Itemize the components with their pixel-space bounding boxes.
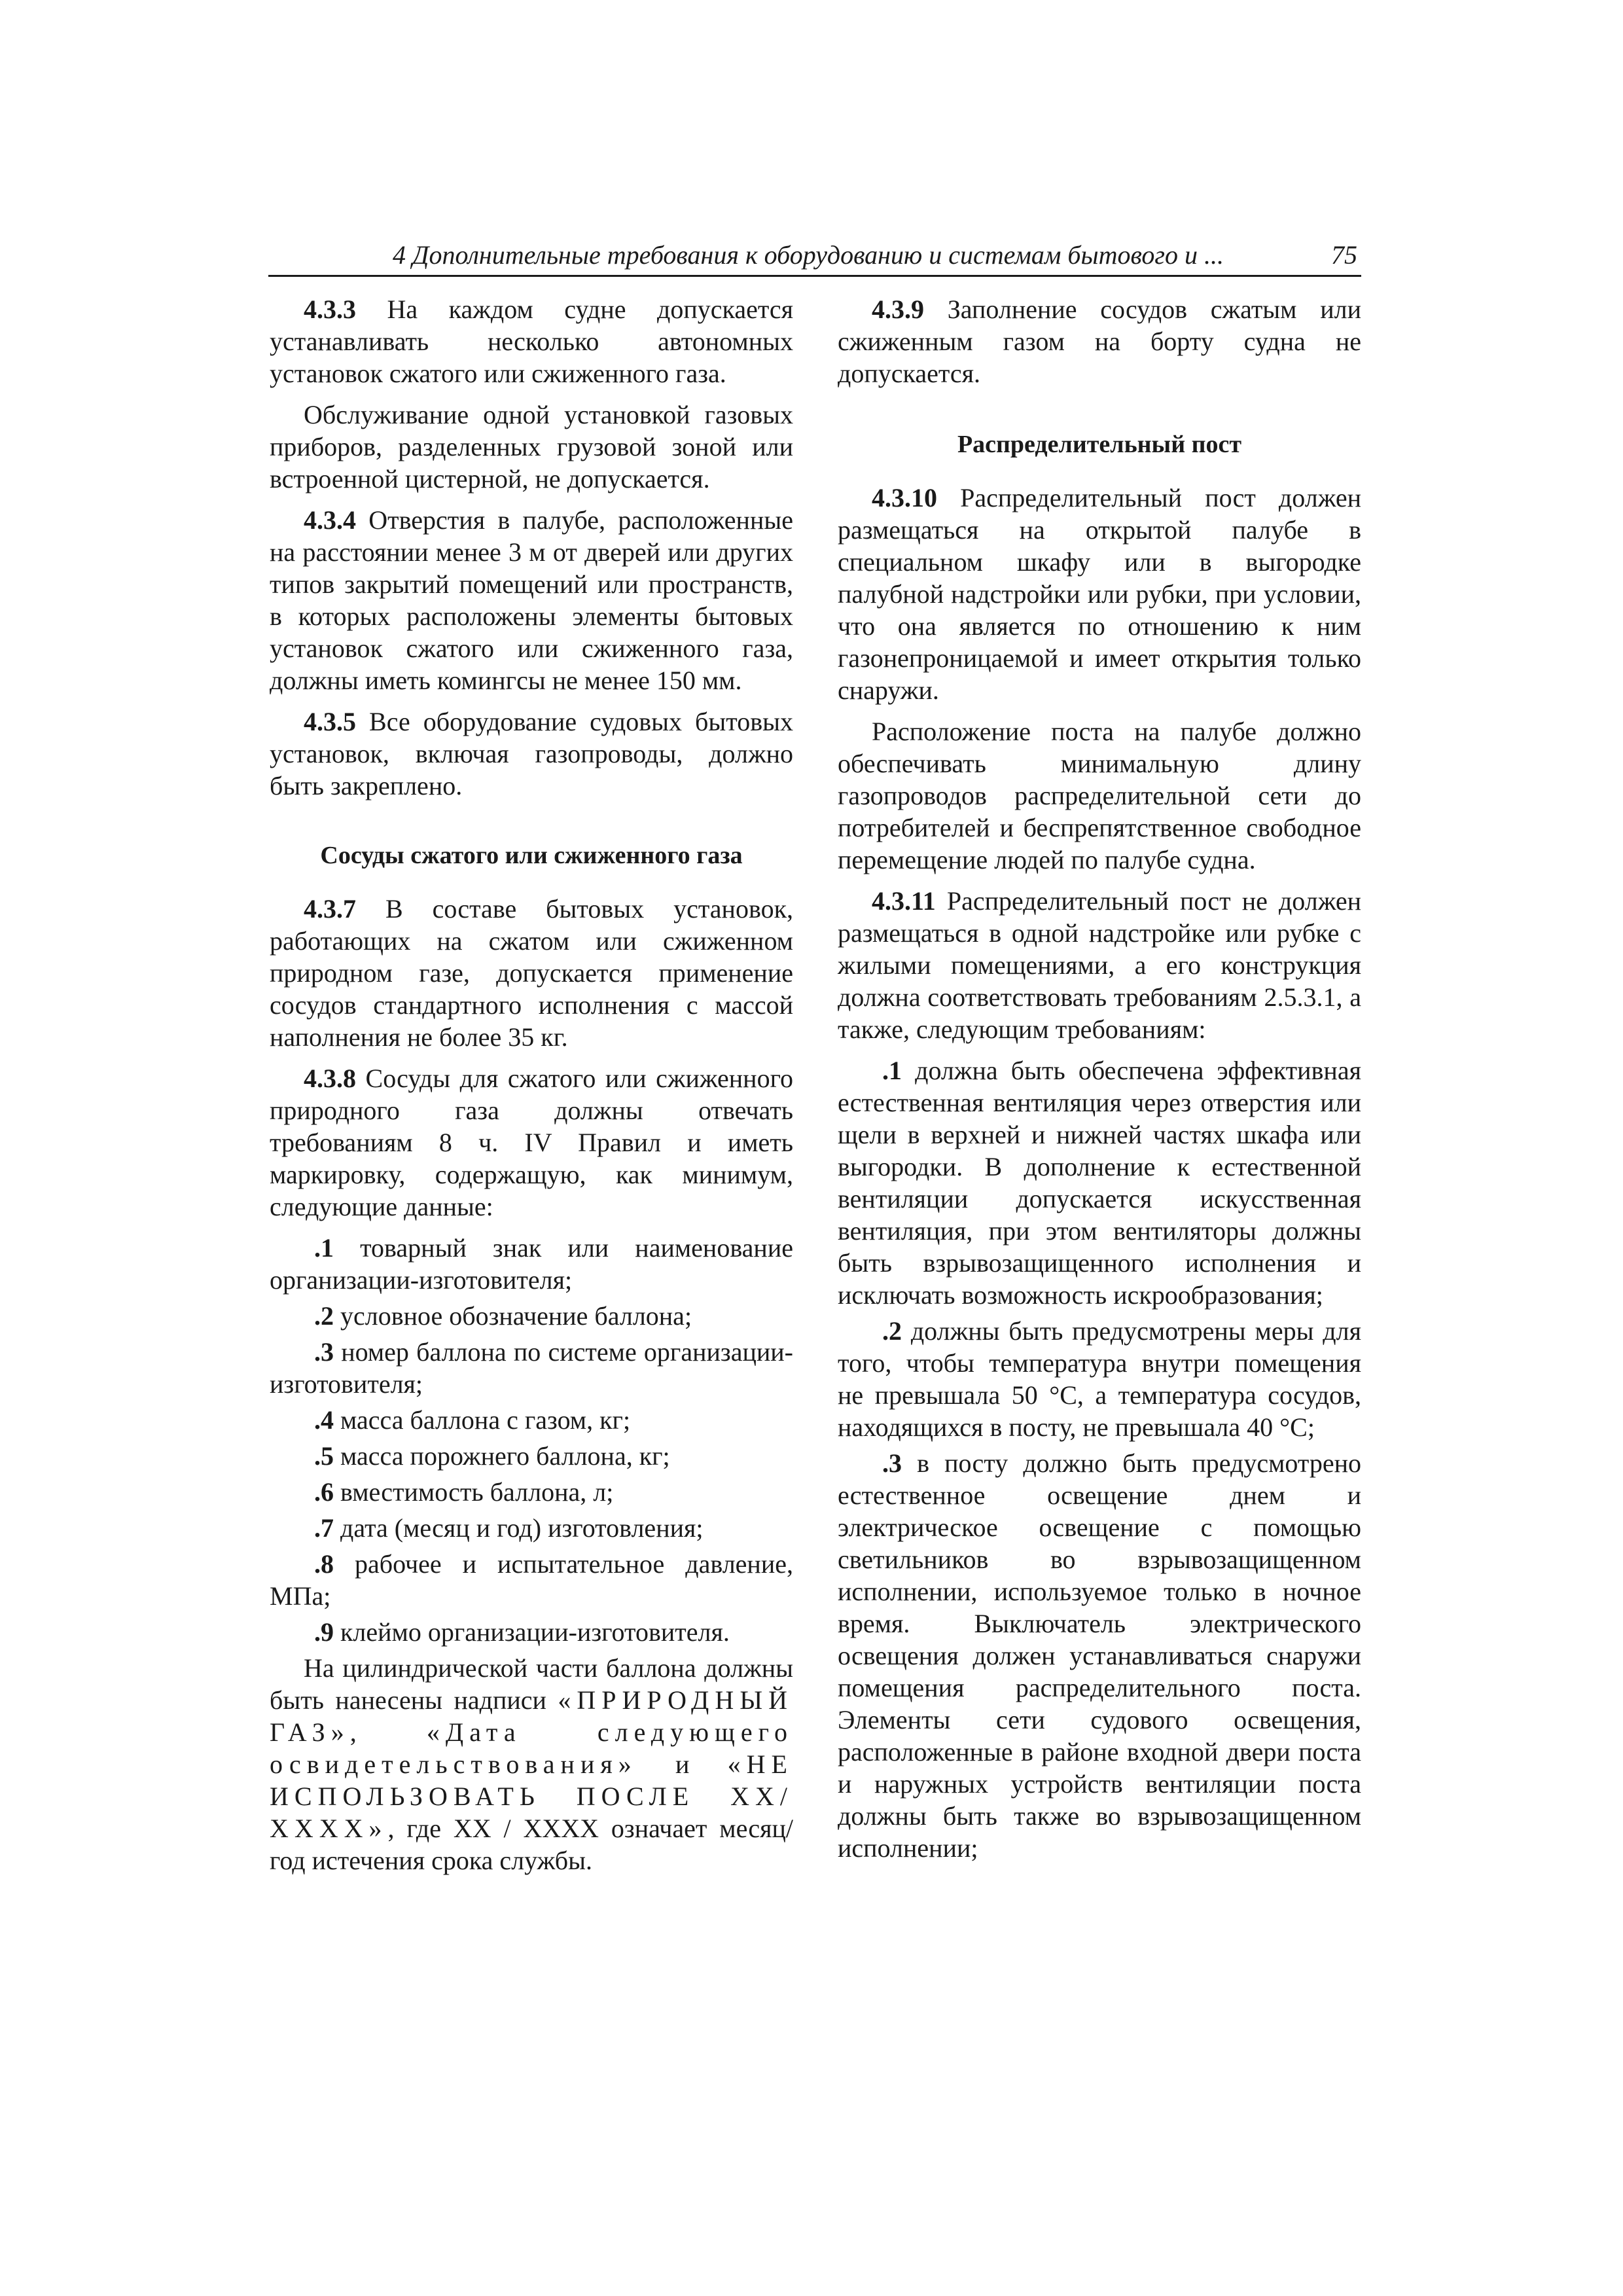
item-text: в посту должно быть предусмотрено естественное освещение днем и электрическое освещение с помощью светильников во взрывозащищенном исполнении, используемое только в ночное время. Выключатель электрического освещения должен устанавливаться снаружи помещения распределительного поста. Элементы сети судового освещения, расположенные в районе входной двери поста и наружных устройств вентиляции поста должны быть также во взрывозащищенном исполнении; bbox=[838, 1448, 1361, 1863]
list-item bbox=[270, 1232, 793, 1296]
item-text: номер баллона по системе организации-изготовителя; bbox=[270, 1337, 793, 1399]
text-run: , bbox=[349, 1717, 427, 1747]
list-item bbox=[270, 1512, 793, 1544]
list-item bbox=[838, 1315, 1361, 1443]
item-number: .3 bbox=[882, 1448, 902, 1478]
page-header bbox=[268, 237, 1361, 277]
item-text: должна быть обеспечена эффективная естественная вентиляция через отверстия или щели в верхней и нижней частях шкафа или выгородки. В дополнение к естественной вентиляции допускается искусственная вентиляция, при этом вентиляторы должны быть взрывозащищенного исполнения и исключать возможность искрообразования; bbox=[838, 1056, 1361, 1310]
item-number: .7 bbox=[314, 1513, 334, 1543]
clause-number: 4.3.4 bbox=[304, 505, 356, 535]
item-text: клеймо организации-изготовителя. bbox=[334, 1617, 730, 1647]
text-run: и bbox=[637, 1749, 728, 1779]
item-number: .3 bbox=[314, 1337, 334, 1367]
clause-4-3-8 bbox=[270, 1062, 793, 1223]
clause-text: Распределительный пост должен размещаться на открытой палубе в специальном шкафу или в выгородке палубной надстройки или рубки, при условии, что она является по отношению к ним газонепроницаемой и имеет открытия только снаружи. bbox=[838, 483, 1361, 705]
item-number: .8 bbox=[314, 1549, 334, 1579]
clause-4-3-7 bbox=[270, 893, 793, 1053]
clause-4-3-10 bbox=[838, 482, 1361, 706]
section-heading-distribution-post: Распределительный пост bbox=[957, 431, 1242, 458]
clause-number: 4.3.9 bbox=[872, 295, 924, 324]
clause-text: Отверстия в палубе, расположенные на расстоянии менее 3 м от дверей или других типов закрытий помещений или пространств, в которых расположены элементы бытовых установок сжатого или сжиженного газа, должны иметь комингсы не менее 150 мм. bbox=[270, 505, 793, 695]
item-number: .6 bbox=[314, 1477, 334, 1507]
clause-4-3-3-paragraph-2: Обслуживание одной установкой газовых приборов, разделенных грузовой зоной или встроенной цистерной, не допускается. bbox=[270, 400, 793, 493]
text-run: На цилиндрической части баллона должны быть нанесены надписи bbox=[270, 1653, 793, 1715]
right-column bbox=[838, 293, 1361, 1868]
list-item bbox=[270, 1616, 793, 1648]
clause-number: 4.3.5 bbox=[304, 707, 356, 736]
item-text: должны быть предусмотрены меры для того, чтобы температура внутри помещения не превышала 50 °С, а температура сосудов, находящихся в посту, не превышала 40 °С; bbox=[838, 1316, 1361, 1442]
inscription-natural-gas: «ПРИРОДНЫЙ ГАЗ» bbox=[270, 1685, 793, 1747]
section-heading-vessels: Сосуды сжатого или сжиженного газа bbox=[320, 842, 743, 869]
clause-number: 4.3.7 bbox=[304, 894, 356, 924]
clause-4-3-11 bbox=[838, 885, 1361, 1045]
list-item bbox=[270, 1404, 793, 1436]
item-number: .9 bbox=[314, 1617, 334, 1647]
clause-number: 4.3.3 bbox=[304, 295, 356, 324]
clause-text: Сосуды для сжатого или сжиженного природного газа должны отвечать требованиям 8 ч. IV Правил и иметь маркировку, содержащую, как минимум, следующие данные: bbox=[270, 1064, 793, 1221]
clause-number: 4.3.8 bbox=[304, 1064, 356, 1093]
clause-number: 4.3.11 bbox=[872, 886, 936, 916]
item-number: .2 bbox=[882, 1316, 902, 1346]
list-item bbox=[270, 1300, 793, 1332]
clause-text: Заполнение сосудов сжатым или сжиженным газом на борту судна не допускается. bbox=[838, 295, 1361, 388]
inscription-next-inspection-date: «Дата следующего освидетельствования» bbox=[270, 1717, 793, 1779]
clause-4-3-3 bbox=[270, 293, 793, 389]
clause-text: На каждом судне допускается устанавливать несколько автономных установок сжатого или сжиженного газа. bbox=[270, 295, 793, 388]
marking-inscriptions-paragraph bbox=[270, 1652, 793, 1876]
item-text: условное обозначение баллона; bbox=[334, 1301, 692, 1331]
item-text: масса баллона с газом, кг; bbox=[334, 1405, 631, 1435]
clause-number: 4.3.10 bbox=[872, 483, 937, 512]
left-column bbox=[270, 293, 793, 1886]
item-text: масса порожнего баллона, кг; bbox=[334, 1441, 670, 1471]
text-run: , где ХХ / ХХХХ означает месяц/год истечения срока службы. bbox=[270, 1814, 793, 1875]
list-item bbox=[270, 1336, 793, 1400]
item-number: .1 bbox=[314, 1233, 334, 1263]
list-item bbox=[270, 1548, 793, 1612]
item-number: .1 bbox=[882, 1056, 902, 1085]
clause-text: В составе бытовых установок, работающих на сжатом или сжиженном природном газе, допускается применение сосудов стандартного исполнения с массой наполнения не более 35 кг. bbox=[270, 894, 793, 1052]
item-text: вместимость баллона, л; bbox=[334, 1477, 614, 1507]
item-text: дата (месяц и год) изготовления; bbox=[334, 1513, 704, 1543]
clause-4-3-5 bbox=[270, 706, 793, 802]
clause-text: Все оборудование судовых бытовых установок, включая газопроводы, должно быть закреплено. bbox=[270, 707, 793, 800]
clause-4-3-10-paragraph-2: Расположение поста на палубе должно обеспечивать минимальную длину газопроводов распределительной сети до потребителей и беспрепятственное свободное перемещение людей по палубе судна. bbox=[838, 717, 1361, 874]
item-number: .5 bbox=[314, 1441, 334, 1471]
item-number: .4 bbox=[314, 1405, 334, 1435]
item-text: рабочее и испытательное давление, МПа; bbox=[270, 1549, 793, 1611]
list-item bbox=[270, 1476, 793, 1508]
clause-4-3-9 bbox=[838, 293, 1361, 389]
running-title: 4 Дополнительные требования к оборудованию и системам бытового и ... bbox=[393, 240, 1224, 270]
list-item bbox=[838, 1054, 1361, 1311]
item-text: товарный знак или наименование организации-изготовителя; bbox=[270, 1233, 793, 1295]
page-number: 75 bbox=[1331, 240, 1357, 270]
list-item bbox=[270, 1440, 793, 1472]
item-number: .2 bbox=[314, 1301, 334, 1331]
list-item bbox=[838, 1447, 1361, 1864]
clause-text: Распределительный пост не должен размещаться в одной надстройке или рубке с жилыми помещениями, а его конструкция должна соответствовать требованиям 2.5.3.1, а также, следующим требованиям: bbox=[838, 886, 1361, 1044]
clause-4-3-4 bbox=[270, 504, 793, 696]
inscription-do-not-use-after: «НЕ ИСПОЛЬЗОВАТЬ ПОСЛЕ ХХ/ХХХХ» bbox=[270, 1749, 793, 1843]
